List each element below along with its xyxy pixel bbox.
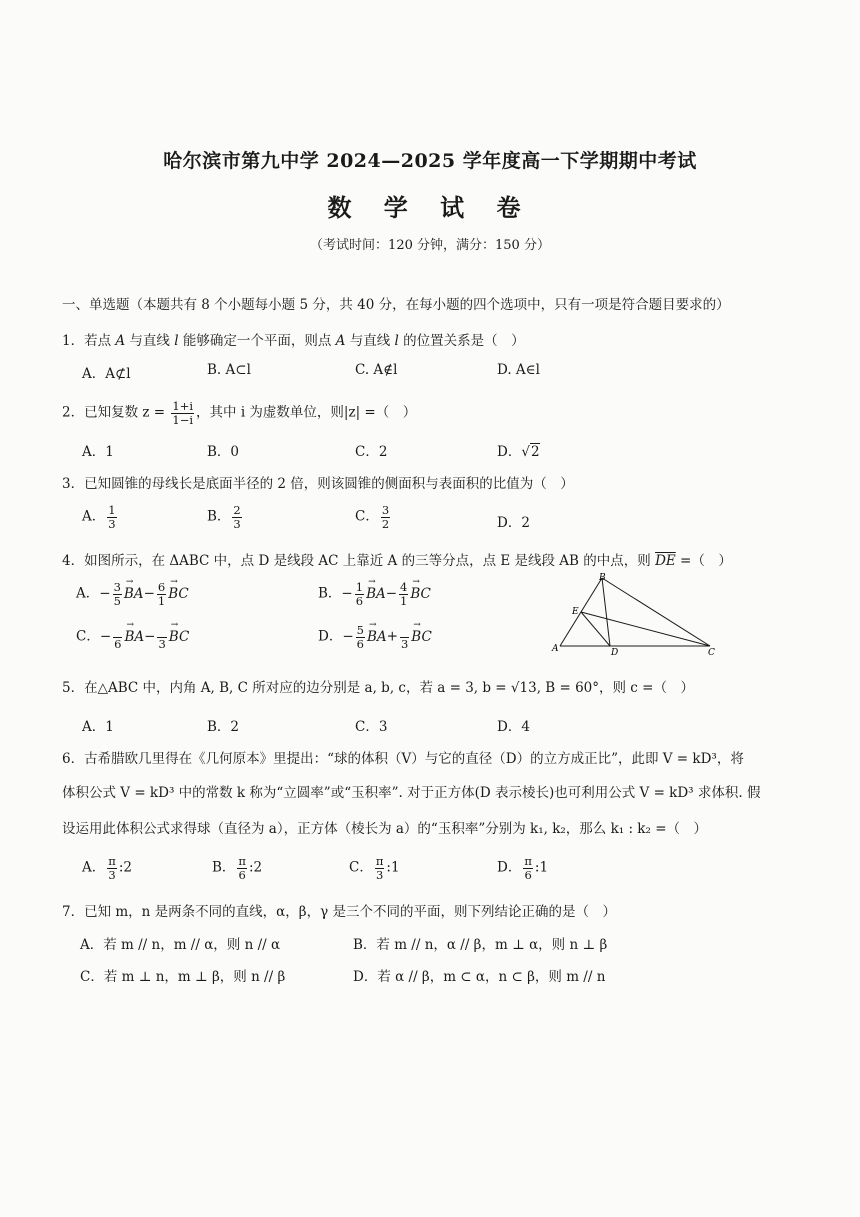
q4-option-a: A．− $\frac{3}{5}$ → BA− $\frac{6}{1}$ → BC xyxy=(76,581,189,607)
q4-option-c: C．− 6 → BA− 3 → BC xyxy=(76,624,189,650)
q2-option-a: A．1 xyxy=(82,444,114,460)
q6-option-d: D． $\frac{\pi}{6}$ :1 xyxy=(497,854,549,882)
question-3: 3．已知圆锥的母线长是底面半径的 2 倍，则该圆锥的侧面积与表面积的比值为（ ） xyxy=(62,476,574,492)
question-1: 1．若点 A 与直线 l 能够确定一个平面，则点 A 与直线 l 的位置关系是（ ） xyxy=(62,333,525,349)
q1-option-a: A．A⊄l xyxy=(82,366,131,382)
question-6-line-1: 6．古希腊欧几里得在《几何原本》里提出：“球的体积（V）与它的直径（D）的立方成正比”，此即 V = kD³，将 xyxy=(62,751,744,767)
q4-text-b: =（ ） xyxy=(675,553,732,569)
q1-text-c: 能够确定一个平面，则点 xyxy=(178,333,336,349)
q2-sqrt-value: 2 xyxy=(530,444,540,460)
q2-option-d: D．√2 xyxy=(497,444,540,460)
q3-option-d: D．2 xyxy=(497,515,530,531)
q3-option-b: B． $\frac{2}{3}$ xyxy=(207,503,241,531)
section-header: 一、单选题（本题共有 8 个小题每小题 5 分，共 40 分，在每小题的四个选项中，只有一项是符合题目要求的） xyxy=(62,297,730,313)
q1-text-d: 与直线 xyxy=(345,333,395,349)
q5-option-c: C．3 xyxy=(355,719,388,735)
question-6-line-3: 设运用此体积公式求得球（直径为 a），正方体（棱长为 a）的“玉积率”分别为 k₁, k₂，那么 k₁ : k₂ =（ ） xyxy=(62,821,707,837)
q5-option-b: B．2 xyxy=(207,719,240,735)
segment-bd xyxy=(602,578,610,646)
q7-option-a: A．若 m // n，m // α，则 n // α xyxy=(80,937,281,953)
label-c: C xyxy=(708,648,715,658)
edge-bc xyxy=(602,578,710,646)
q4-text-a: 4．如图所示，在 ΔABC 中，点 D 是线段 AC 上靠近 A 的三等分点，点 E 是线段 AB 的中点，则 xyxy=(62,553,656,569)
q1-text-b: 与直线 xyxy=(125,333,175,349)
q4-vector-de: $\overline{DE}$ xyxy=(655,553,676,569)
q7-option-b: B．若 m // n，α // β，m ⊥ α，则 n ⊥ β xyxy=(353,937,608,953)
q6-option-c: C． $\frac{\pi}{3}$ :1 xyxy=(349,854,400,882)
q1-option-c: C. A∉l xyxy=(355,362,398,378)
q1-text-e: 的位置关系是（ ） xyxy=(398,333,525,349)
q2-fraction: $\frac{1+i}{1-i}$ xyxy=(172,399,194,427)
q7-option-d: D．若 α // β，m ⊂ α，n ⊂ β，则 m // n xyxy=(353,969,606,985)
triangle-figure xyxy=(550,572,720,658)
q6-option-b: B． $\frac{\pi}{6}$ :2 xyxy=(212,854,263,882)
question-7: 7．已知 m，n 是两条不同的直线，α，β，γ 是三个不同的平面，则下列结论正确的是（ ） xyxy=(62,904,616,920)
label-d: D xyxy=(611,648,619,658)
q3-option-c: C． $\frac{3}{2}$ xyxy=(355,503,390,531)
label-b: B xyxy=(599,573,606,583)
q2-option-b: B．0 xyxy=(207,444,240,460)
question-5: 5．在△ABC 中，内角 A, B, C 所对应的边分别是 a, b, c，若 a = 3, b = √13, B = 60°，则 c =（ ） xyxy=(62,680,694,696)
q2-option-c: C．2 xyxy=(355,444,388,460)
q7-option-c: C．若 m ⊥ n，m ⊥ β，则 n // β xyxy=(80,969,286,985)
subject-title: 数 学 试 卷 xyxy=(327,193,533,222)
question-4 xyxy=(62,549,732,569)
label-a: A xyxy=(552,644,559,654)
q1-option-d: D. A∈l xyxy=(497,362,540,378)
exam-title: 哈尔滨市第九中学 2024—2025 学年度高一下学期期中考试 xyxy=(163,150,697,172)
q2-text-b: ，其中 i 为虚数单位，则|z| =（ ） xyxy=(196,404,417,421)
exam-info: （考试时间：120 分钟，满分：150 分） xyxy=(310,238,550,253)
q5-option-a: A．1 xyxy=(82,719,114,735)
label-e: E xyxy=(572,607,579,617)
q2-text-a: 2．已知复数 z = xyxy=(62,404,170,421)
q3-option-a: A． $\frac{1}{3}$ xyxy=(82,503,116,531)
q1-option-b: B. A⊂l xyxy=(207,362,251,378)
q4-option-d: D．− $\frac{5}{6}$ → BA+ 3 → BC xyxy=(318,624,432,650)
q4-option-b: B．− $\frac{1}{6}$ → BA− $\frac{4}{1}$ → BC xyxy=(318,581,431,607)
question-2 xyxy=(62,400,416,426)
q6-option-a: A． $\frac{\pi}{3}$ :2 xyxy=(82,854,132,882)
question-6-line-2: 体积公式 V = kD³ 中的常数 k 称为“立圆率”或“玉积率”. 对于正方体(D 表示棱长)也可利用公式 V = kD³ 求体积. 假 xyxy=(62,785,761,801)
segment-ec xyxy=(581,612,710,646)
segment-ed xyxy=(581,612,610,646)
q1-text-a: 1．若点 xyxy=(62,333,116,349)
q5-option-d: D．4 xyxy=(497,719,530,735)
